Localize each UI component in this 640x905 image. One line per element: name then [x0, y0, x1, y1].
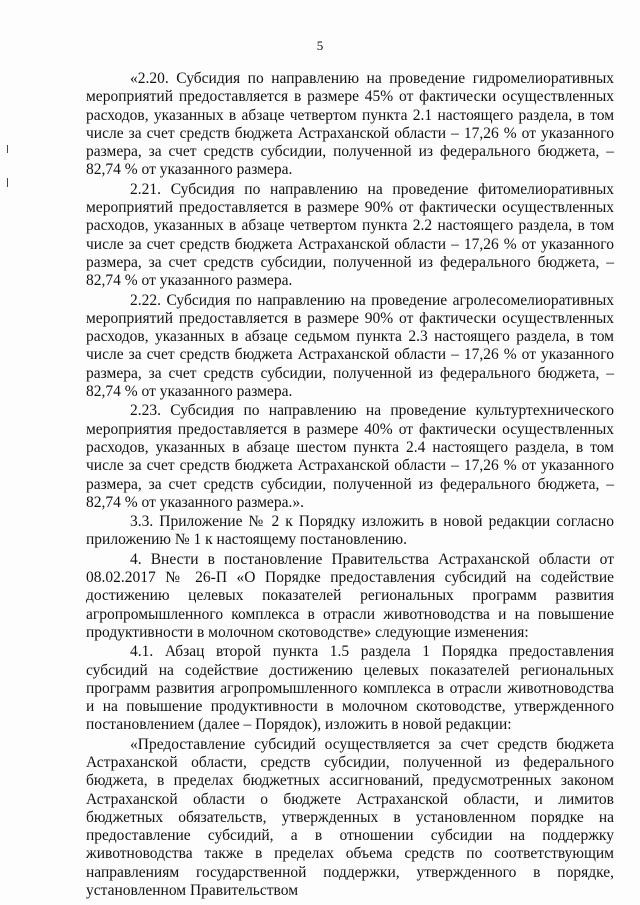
paragraph-2-23: 2.23. Субсидия по направлению на проведение культуртехнического мероприятия предоставляется в размере 40% от фактически осуществленных расходов, указанных в абзаце шестом пункта 2.4 настоящего раздела, в том числе за счет средств бюджета Астраханской области – 17,26 % от указанного размера, за счет средств субсидии, полученной из федерального бюджета, – 82,74 % от указанного размера.».	[86, 402, 614, 511]
page-number: 5	[316, 38, 324, 53]
paragraph-2-20: «2.20. Субсидия по направлению на проведение гидромелиоративных мероприятий предоставляется в размере 45% от фактически осуществленных расходов, указанных в абзаце четвертом пункта 2.1 настоящего раздела, в том числе за счет средств бюджета Астраханской области – 17,26 % от указанного размера, за счет средств субсидии, полученной из федерального бюджета, – 82,74 % от указанного размера.	[86, 70, 614, 179]
paragraph-4: 4. Внести в постановление Правительства Астраханской области от 08.02.2017 № 26-П «О Порядке предоставления субсидий на содействие достижению целевых показателей региональных программ развития агропромышленного комплекса в отрасли животноводства и на повышение продуктивности в молочном скотоводстве» следующие изменения:	[86, 550, 614, 641]
paragraph-2-22: 2.22. Субсидия по направлению на проведение агролесомелиоративных мероприятий предоставляется в размере 90% от фактически осуществленных расходов, указанных в абзаце седьмом пункта 2.3 настоящего раздела, в том числе за счет средств бюджета Астраханской области – 17,26 % от указанного размера, за счет средств субсидии, полученной из федерального бюджета, – 82,74 % от указанного размера.	[86, 291, 614, 401]
binding-hole-mark	[7, 178, 8, 187]
paragraph-2-21: 2.21. Субсидия по направлению на проведение фитомелиоративных мероприятий предоставляется в размере 90% от фактически осуществленных расходов, указанных в абзаце четвертом пункта 2.2 настоящего раздела, в том числе за счет средств бюджета Астраханской области – 17,26 % от указанного размера, за счет средств субсидии, полученной из федерального бюджета, – 82,74 % от указанного размера.	[86, 180, 614, 290]
paragraph-4-1: 4.1. Абзац второй пункта 1.5 раздела 1 Порядка предоставления субсидий на содействие достижению целевых показателей региональных программ развития агропромышленного комплекса в отрасли животноводства и на повышение продуктивности в молочном скотоводстве, утвержденного постановлением (далее – Порядок), изложить в новой редакции:	[86, 643, 614, 734]
document-body	[86, 70, 614, 900]
paragraph-quote: «Предоставление субсидий осуществляется за счет средств бюджета Астраханской области, средств субсидии, полученной из федерального бюджета, в пределах бюджетных ассигнований, предусмотренных законом Астраханской области о бюджете Астраханской области, и лимитов бюджетных обязательств, утвержденных в установленном порядке на предоставление субсидий, а в отношении субсидии на поддержку животноводства также в пределах объема средств по соответствующим направлениям государственной поддержки, утвержденного в порядке, установленном Правительством	[86, 735, 614, 900]
paragraph-3-3: 3.3. Приложение № 2 к Порядку изложить в новой редакции согласно приложению № 1 к настоящему постановлению.	[86, 513, 614, 549]
binding-hole-mark	[7, 145, 8, 153]
